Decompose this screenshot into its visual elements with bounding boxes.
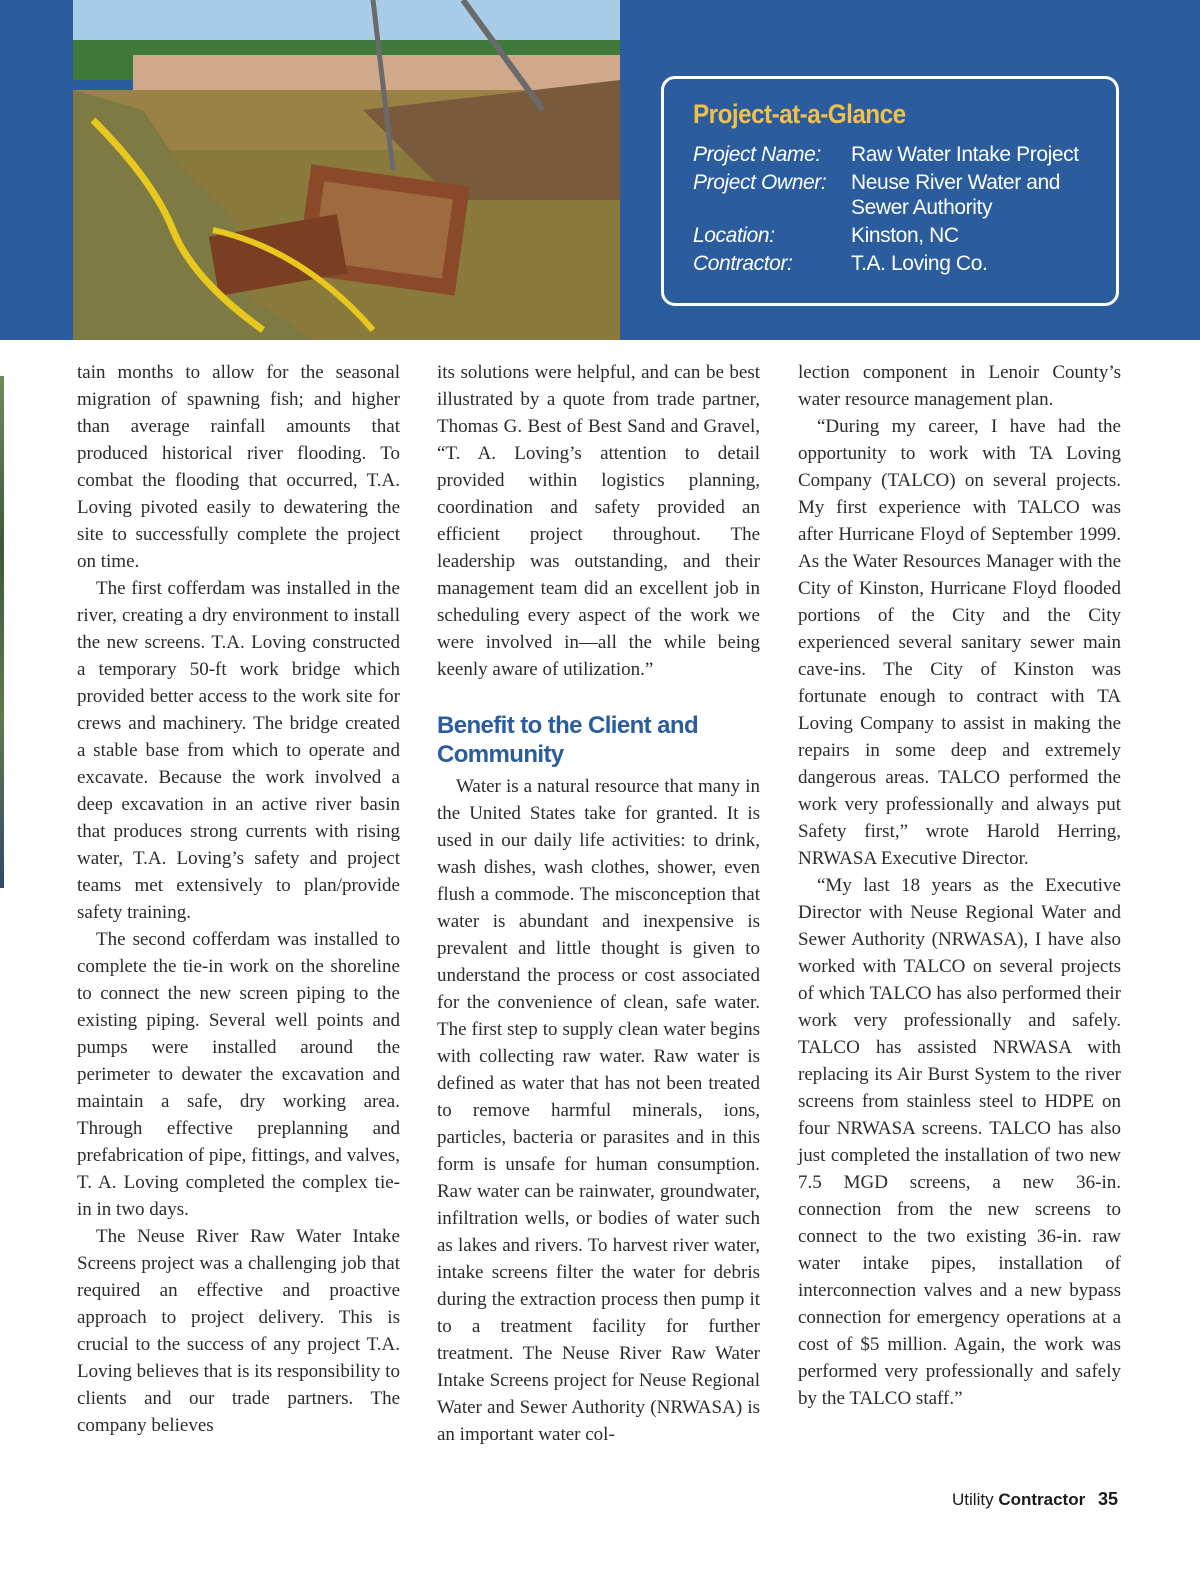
publication-name-part2: Contractor: [998, 1490, 1086, 1509]
paragraph: “My last 18 years as the Executive Director with Neuse Regional Water and Sewer Authority (NRWASA), I have also worked with TALCO on several projects of which TALCO has also performed their work very professionally and safely. TALCO has assisted NRWASA with replacing its Air Burst System to the river screens from stainless steel to HDPE on four NRWASA screens. TALCO has also just completed the installation of two new 7.5 MGD screens, a new 36-in. connection from the new screens to connect to the two existing 36-in. raw water intake pipes, installation of interconnection valves and a new bypass connection for emergency operations at a cost of $5 million. Again, the work was performed very professionally and safely by the TALCO staff.”: [798, 875, 1121, 1409]
cofferdam-photo-illustration: [73, 0, 620, 340]
page-number: 35: [1097, 1489, 1118, 1509]
section-heading: Benefit to the Client and Community: [437, 712, 699, 768]
project-at-a-glance-box: [661, 76, 1119, 306]
glance-value: Kinston, NC: [851, 224, 959, 247]
glance-row-project-owner: [693, 170, 1116, 220]
paragraph: Water is a natural resource that many in the United States take for granted. It is used in our daily life activities: to drink, wash dishes, wash clothes, shower, even flush a commode. The misconception that water is abundant and inexpensive is prevalent and little thought is given to understand the process or cost associated for the convenience of clean, safe water. The first step to supply clean water begins with collecting raw water. Raw water is defined as water that has not been treated to remove harmful minerals, ions, particles, bacteria or parasites and in this form is unsafe for human consumption. Raw water can be rainwater, groundwater, infiltration wells, or bodies of water such as lakes and rivers. To harvest river water, intake screens filter the water for debris during the extraction process then pump it to a treatment facility for further treatment. The Neuse River Raw Water Intake Screens project for Neuse Regional Water and Sewer Authority (NRWASA) is an important water col-: [437, 776, 760, 1445]
glance-row-contractor: [693, 251, 1116, 276]
header-banner: [0, 0, 1200, 340]
paragraph: its solutions were helpful, and can be best illustrated by a quote from trade partner, Thomas G. Best of Best Sand and Gravel, “T. A. Loving’s attention to detail provided within logistics planning, coordination and safety provided an efficient project throughout. The leadership was outstanding, and their management team did an excellent job in scheduling every aspect of the work we were involved in—all the while being keenly aware of utilization.”: [437, 362, 760, 680]
cofferdam-photo: [73, 0, 620, 340]
paragraph: The Neuse River Raw Water Intake Screens project was a challenging job that required an effective and proactive approach to project delivery. This is crucial to the success of any project T.A. Loving believes that is its responsibility to clients and our trade partners. The company believes: [77, 1226, 400, 1436]
glance-value-continued: Sewer Authority: [851, 196, 993, 219]
paragraph: The second cofferdam was installed to complete the tie-in work on the shoreline to connect the new screen piping to the existing piping. Several well points and pumps were installed around the perimeter to dewater the excavation and maintain a safe, dry working area. Through effective preplanning and prefabrication of pipe, fittings, and valves, T. A. Loving completed the complex tie-in in two days.: [77, 929, 400, 1220]
glance-label: Project Owner:: [693, 171, 827, 194]
article-column-3: [798, 359, 1121, 1412]
publication-name-part1: Utility: [952, 1490, 994, 1509]
article-column-1: [77, 359, 400, 1439]
paragraph: “During my career, I have had the opportunity to work with TA Loving Company (TALCO) on several projects. My first experience with TALCO was after Hurricane Floyd of September 1999. As the Water Resources Manager with the City of Kinston, Hurricane Floyd flooded portions of the City and the City experienced several sanitary sewer main cave-ins. The City of Kinston was fortunate enough to contract with TA Loving Company to assist in making the repairs in some deep and extremely dangerous areas. TALCO performed the work very professionally and always put Safety first,” wrote Harold Herring, NRWASA Executive Director.: [798, 416, 1121, 869]
paragraph: lection component in Lenoir County’s water resource management plan.: [798, 362, 1121, 410]
glance-value-wrapper: [851, 170, 1116, 220]
glance-label: Location:: [693, 224, 775, 247]
glance-label: Project Name:: [693, 143, 821, 166]
glance-title: Project-at-a-Glance: [693, 99, 906, 129]
glance-row-project-name: [693, 142, 1116, 167]
glance-label: Contractor:: [693, 252, 793, 275]
paragraph: tain months to allow for the seasonal migration of spawning fish; and higher than average rainfall amounts that produced historical river flooding. To combat the flooding that occurred, T.A. Loving pivoted easily to dewatering the site to successfully complete the project on time.: [77, 362, 400, 572]
article-column-2: [437, 359, 760, 1448]
glance-value: Neuse River Water and: [851, 171, 1061, 194]
adjacent-page-edge: [0, 376, 4, 888]
glance-row-location: [693, 223, 1116, 248]
glance-value: Raw Water Intake Project: [851, 143, 1079, 166]
page-footer: [952, 1489, 1118, 1510]
glance-value: T.A. Loving Co.: [851, 252, 988, 275]
paragraph: The first cofferdam was installed in the river, creating a dry environment to install the new screens. T.A. Loving constructed a temporary 50-ft work bridge which provided better access to the work site for crews and machinery. The bridge created a stable base from which to operate and excavate. Because the work involved a deep excavation in an active river basin that produces strong currents with rising water, T.A. Loving’s safety and project teams met extensively to plan/provide safety training.: [77, 578, 400, 923]
